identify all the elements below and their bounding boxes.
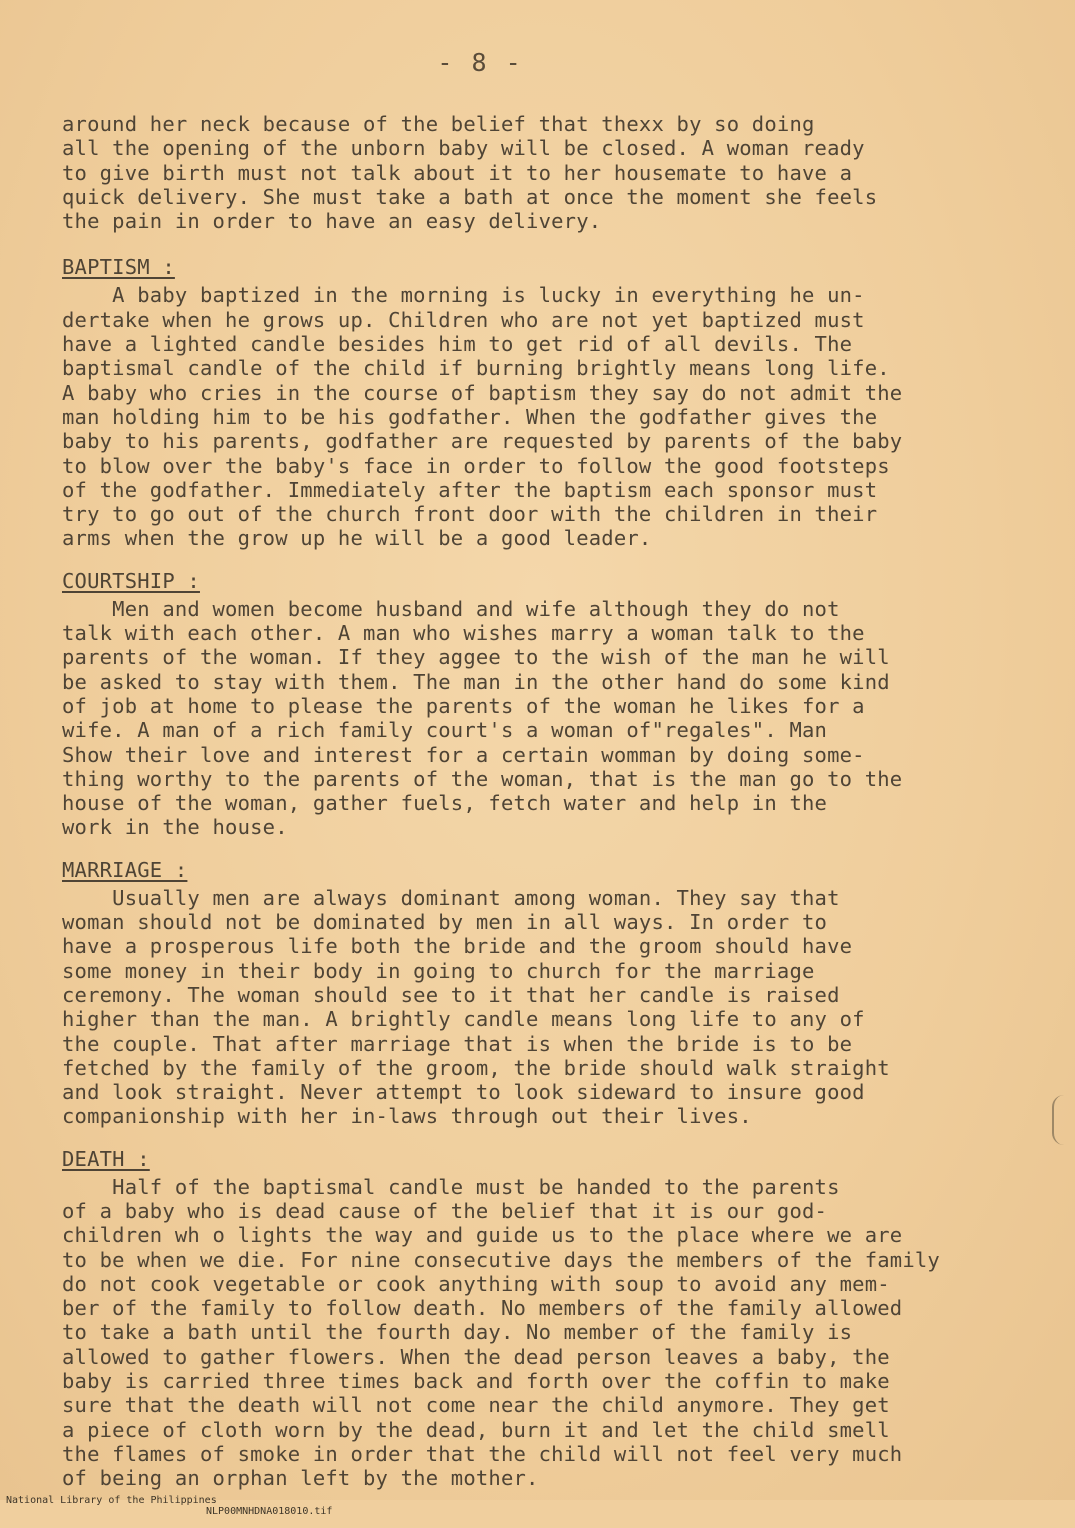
text-line: of being an orphan left by the mother. — [62, 1466, 539, 1491]
text-line: dertake when he grows up. Children who are not yet baptized must — [62, 307, 865, 332]
text-line: man holding him to be his godfather. When the godfather gives the — [62, 404, 878, 429]
text-line: to blow over the baby's face in order to follow the good footsteps — [62, 453, 890, 478]
library-credit: National Library of the Philippines — [6, 1495, 217, 1506]
scan-footer — [6, 1484, 1066, 1528]
text-line: parents of the woman. If they aggee to the wish of the man he will — [62, 645, 890, 670]
text-line: try to go out of the church front door with the children in their — [62, 502, 878, 527]
page-number: - 8 - — [437, 48, 523, 77]
document-body — [62, 112, 1037, 1509]
section-heading: BAPTISM : — [62, 255, 175, 280]
text-line: the couple. That after marriage that is when the bride is to be — [62, 1031, 853, 1056]
text-line: companionship with her in-laws through out their lives. — [62, 1104, 752, 1129]
text-line: the pain in order to have an easy delivery. — [62, 209, 602, 234]
text-line: of a baby who is dead cause of the belief that it is our god- — [62, 1198, 828, 1223]
text-line: have a prosperous life both the bride and the groom should have — [62, 934, 853, 959]
text-line: Usually men are always dominant among woman. They say that — [62, 885, 840, 910]
text-line: to take a bath until the fourth day. No member of the family is — [62, 1320, 853, 1345]
text-line: sure that the death will not come near the child anymore. They get — [62, 1393, 890, 1418]
text-line: Half of the baptismal candle must be handed to the parents — [62, 1174, 840, 1199]
section-heading: COURTSHIP : — [62, 568, 200, 593]
text-line: be asked to stay with them. The man in the other hand do some kind — [62, 669, 890, 694]
text-line: A baby who cries in the course of baptism they say do not admit the — [62, 380, 903, 405]
text-line: all the opening of the unborn baby will be closed. A woman ready — [62, 136, 865, 161]
intro-paragraph — [62, 112, 1037, 233]
section-death — [62, 1147, 1037, 1491]
section-courtship — [62, 569, 1037, 840]
section-marriage — [62, 858, 1037, 1129]
section-baptism — [62, 255, 1037, 550]
text-line: some money in their body in going to church for the marriage — [62, 958, 815, 983]
section-heading: DEATH : — [62, 1146, 150, 1171]
text-line: woman should not be dominated by men in all ways. In order to — [62, 910, 828, 935]
text-line: around her neck because of the belief that thexx by so doing — [62, 112, 815, 136]
text-line: thing worthy to the parents of the woman, that is the man go to the — [62, 766, 903, 791]
text-line: a piece of cloth worn by the dead, burn it and let the child smell — [62, 1417, 890, 1442]
text-line: arms when the grow up he will be a good leader. — [62, 526, 652, 551]
page-edge-mark — [1052, 1095, 1068, 1145]
text-line: A baby baptized in the morning is lucky in everything he un- — [62, 283, 865, 308]
text-line: to be when we die. For nine consecutive days the members of the family — [62, 1247, 940, 1272]
text-line: and look straight. Never attempt to look sideward to insure good — [62, 1080, 865, 1105]
text-line: ceremony. The woman should see to it that her candle is raised — [62, 982, 840, 1007]
text-line: to give birth must not talk about it to her housemate to have a — [62, 160, 853, 185]
text-line: allowed to gather flowers. When the dead person leaves a baby, the — [62, 1344, 890, 1369]
text-line: wife. A man of a rich family court's a woman of"regales". Man — [62, 718, 828, 743]
text-line: ber of the family to follow death. No members of the family allowed — [62, 1296, 903, 1321]
section-heading: MARRIAGE : — [62, 857, 188, 882]
text-line: children wh o lights the way and guide us to the place where we are — [62, 1223, 903, 1248]
text-line: fetched by the family of the groom, the bride should walk straight — [62, 1055, 890, 1080]
text-line: talk with each other. A man who wishes marry a woman talk to the — [62, 621, 865, 646]
text-line: quick delivery. She must take a bath at once the moment she feels — [62, 184, 878, 209]
text-line: work in the house. — [62, 815, 288, 840]
text-line: higher than the man. A brightly candle means long life to any of — [62, 1007, 865, 1032]
text-line: Show their love and interest for a certain womman by doing some- — [62, 742, 865, 767]
text-line: baby is carried three times back and forth over the coffin to make — [62, 1369, 890, 1394]
text-line: baby to his parents, godfather are requested by parents of the baby — [62, 429, 903, 454]
text-line: the flames of smoke in order that the child will not feel very much — [62, 1441, 903, 1466]
text-line: baptismal candle of the child if burning brightly means long life. — [62, 356, 890, 381]
text-line: house of the woman, gather fuels, fetch water and help in the — [62, 791, 828, 816]
text-line: have a lighted candle besides him to get rid of all devils. The — [62, 332, 853, 357]
text-line: of the godfather. Immediately after the baptism each sponsor must — [62, 477, 878, 502]
file-identifier: NLP00MNHDNA018010.tif — [206, 1506, 333, 1517]
text-line: of job at home to please the parents of the woman he likes for a — [62, 693, 865, 718]
text-line: Men and women become husband and wife although they do not — [62, 596, 840, 621]
text-line: do not cook vegetable or cook anything with soup to avoid any mem- — [62, 1271, 890, 1296]
